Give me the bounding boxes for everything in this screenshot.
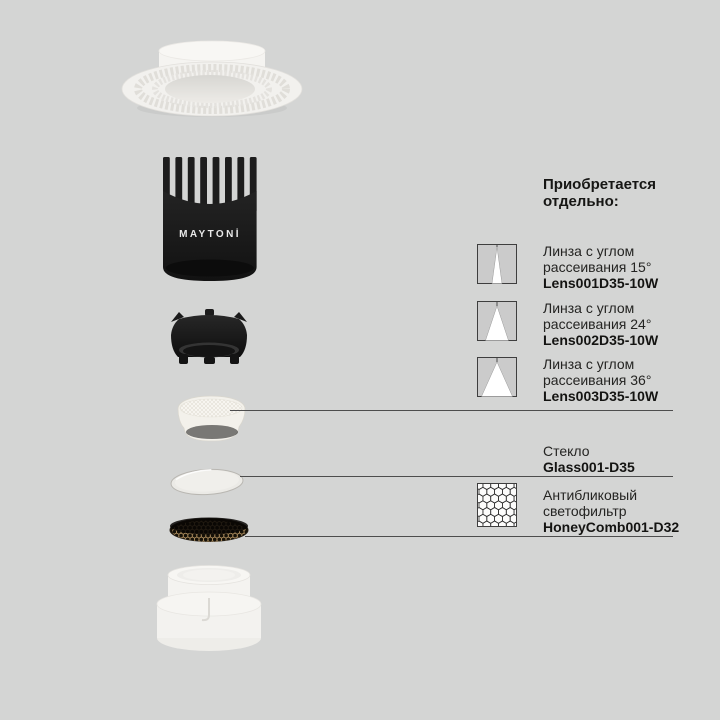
leader-line-glass xyxy=(240,476,673,477)
accessory-description: Стекло xyxy=(543,443,590,459)
accessory-glass xyxy=(543,443,635,475)
accessory-lens-15 xyxy=(543,243,658,291)
beam-angle-36-icon xyxy=(477,357,517,397)
accessory-code: HoneyComb001-D32 xyxy=(543,519,680,535)
heading-line-2: отдельно: xyxy=(543,193,619,210)
brand-logo: MAYTONİ xyxy=(179,229,241,240)
accessory-honeycomb xyxy=(543,487,679,535)
accessory-code: Lens003D35-10W xyxy=(543,388,659,404)
accessory-description: светофильтр xyxy=(543,503,627,519)
accessory-description: рассеивания 15° xyxy=(543,259,652,275)
accessory-description: Антибликовый xyxy=(543,487,638,503)
lens-holder-part xyxy=(171,309,247,364)
accessory-description: рассеивания 36° xyxy=(543,372,652,388)
leader-line-honeycomb xyxy=(245,536,673,537)
honeycomb-icon xyxy=(477,483,517,527)
beam-angle-15-icon xyxy=(477,244,517,284)
purchased-separately-heading xyxy=(543,176,656,210)
accessory-code: Glass001-D35 xyxy=(543,459,635,475)
accessory-description: Линза с углом xyxy=(543,243,635,259)
accessory-description: Линза с углом xyxy=(543,356,635,372)
accessory-lens-36 xyxy=(543,356,658,404)
glass-part xyxy=(170,468,243,497)
heatsink-body-part xyxy=(163,157,257,281)
beam-angle-24-icon xyxy=(477,301,517,341)
honeycomb-filter-part xyxy=(170,517,253,546)
downlight-exploded-diagram xyxy=(100,35,320,665)
accessory-description: Линза с углом xyxy=(543,300,635,316)
trim-ring-part xyxy=(122,41,302,117)
lens-part xyxy=(178,396,245,441)
heading-line-1: Приобретается xyxy=(543,176,656,193)
leader-line-lens xyxy=(230,410,673,411)
accessory-code: Lens001D35-10W xyxy=(543,275,659,291)
accessory-lens-24 xyxy=(543,300,658,348)
accessory-description: рассеивания 24° xyxy=(543,316,652,332)
accessory-code: Lens002D35-10W xyxy=(543,332,659,348)
mounting-base-part xyxy=(157,566,261,652)
